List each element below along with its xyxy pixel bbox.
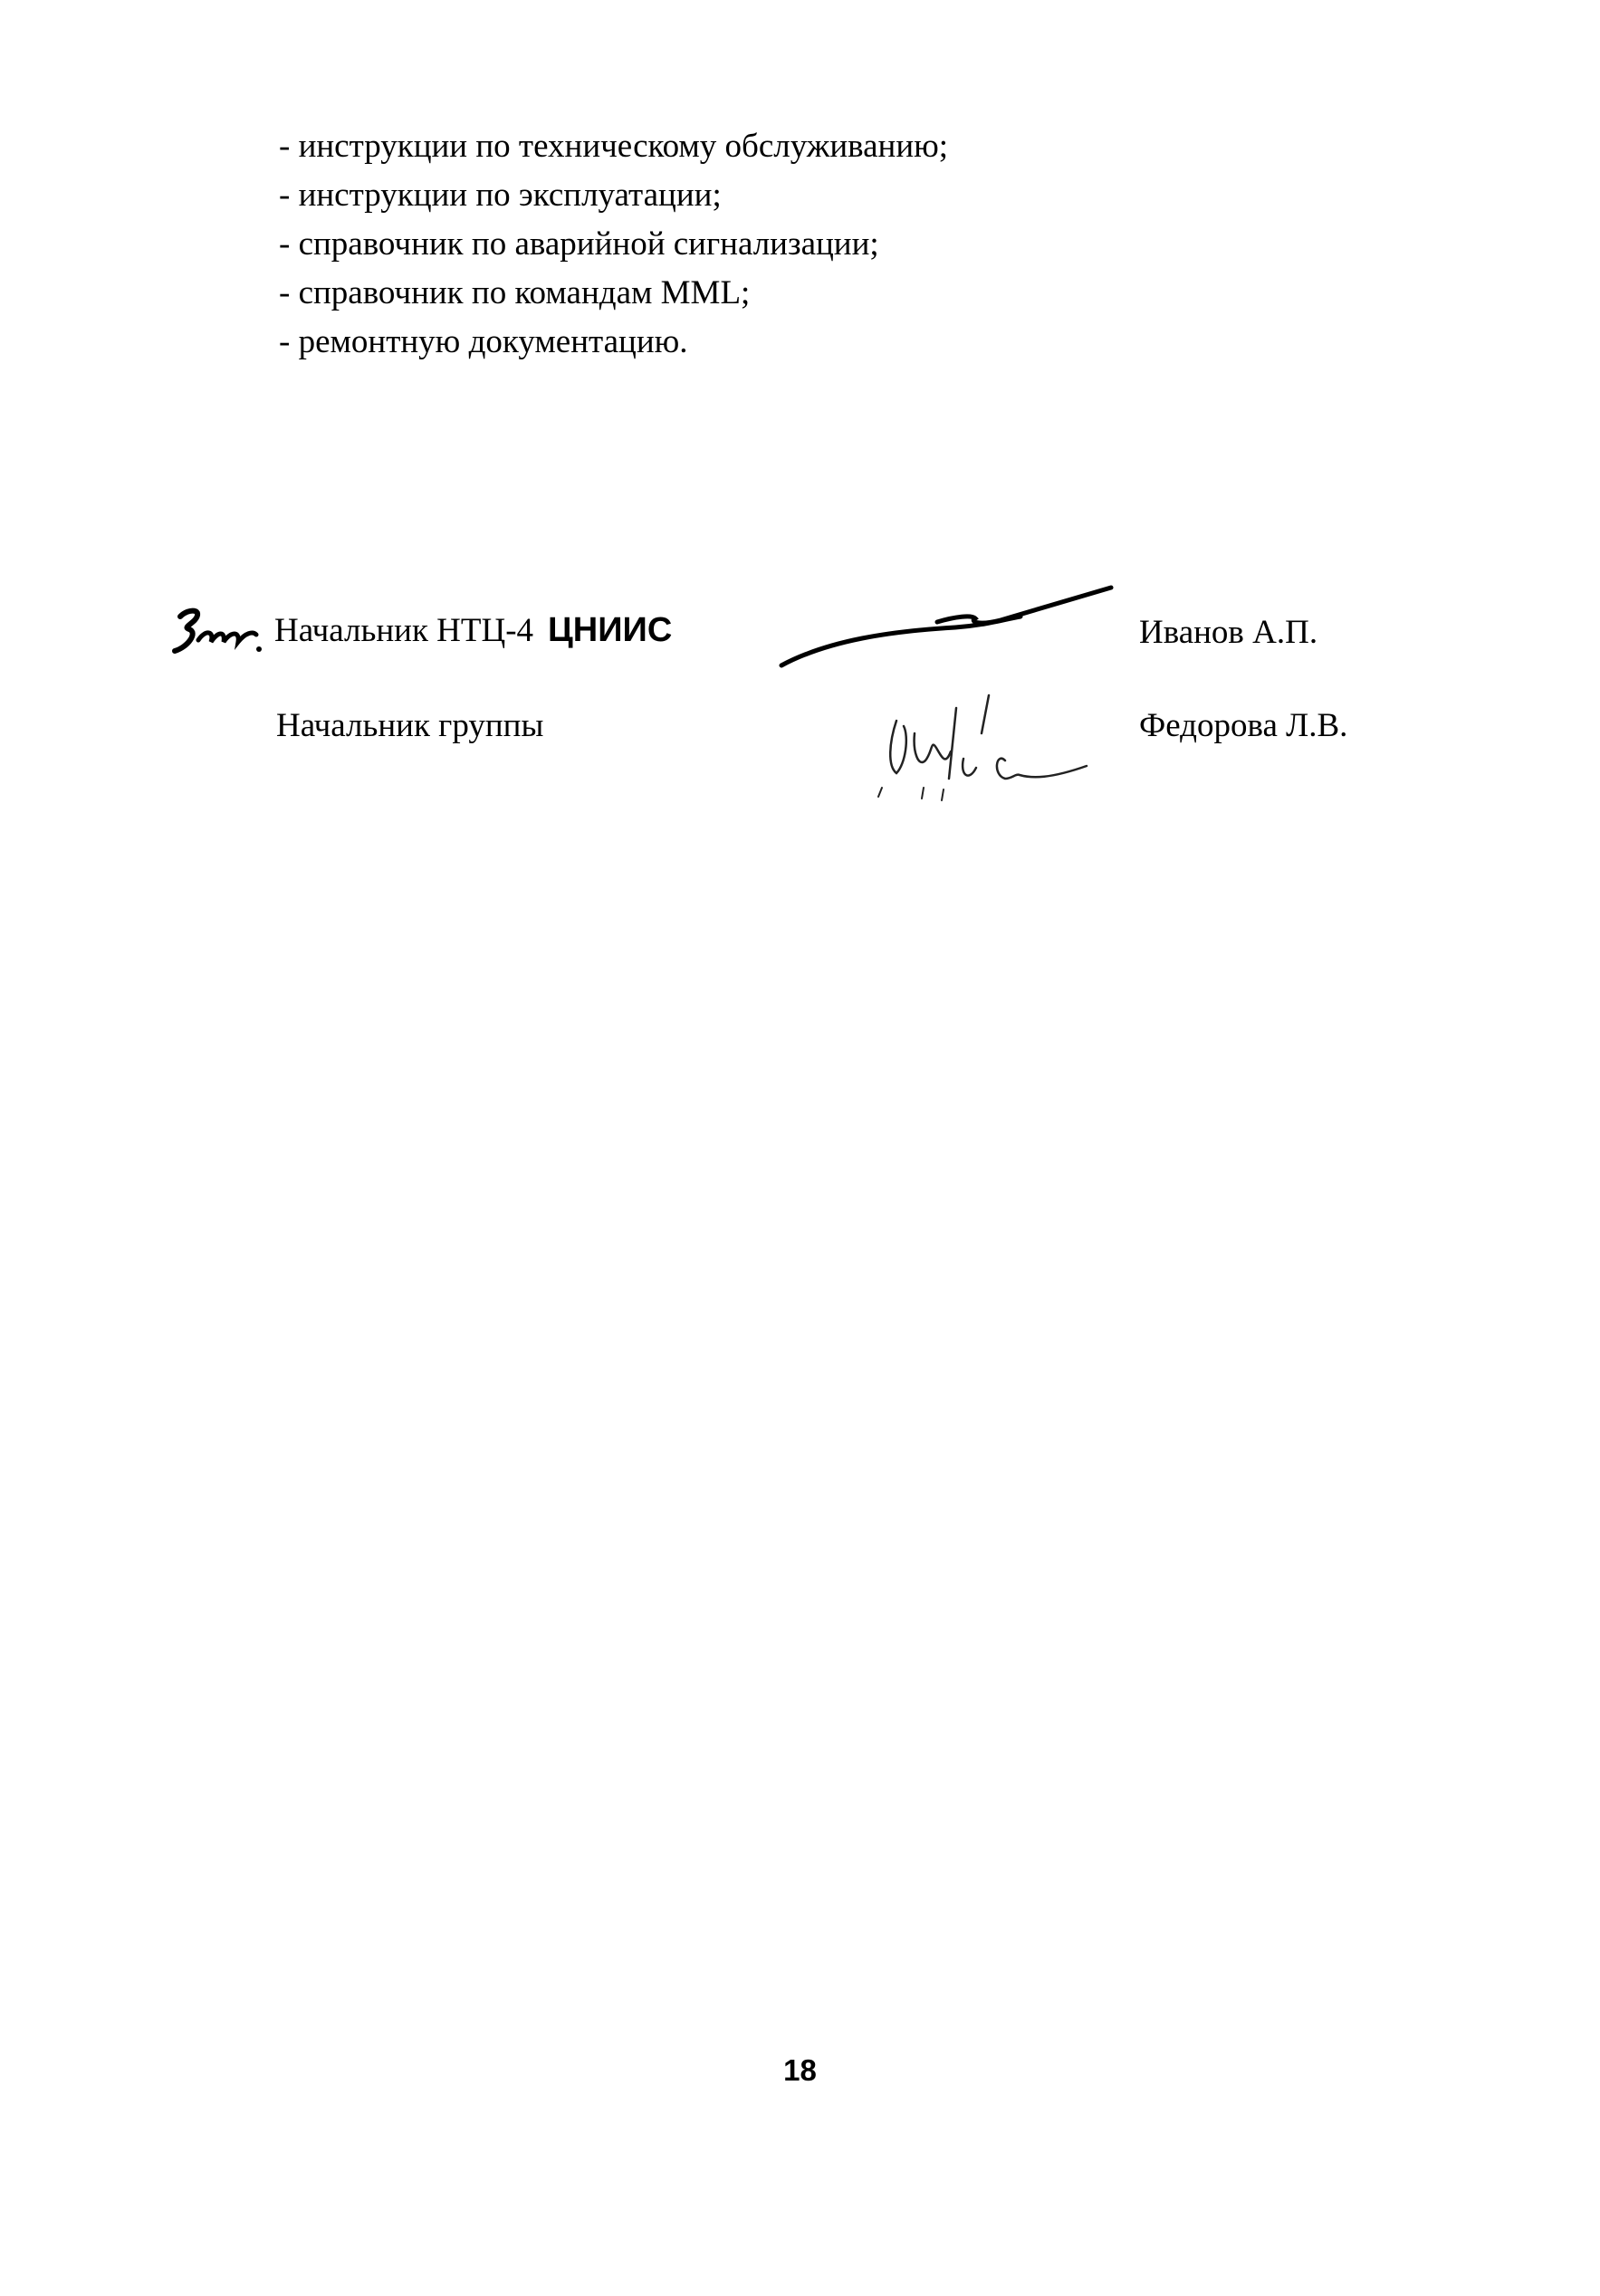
signature-fedorova [869,688,1105,815]
list-item: - справочник по командам MML; [279,274,751,311]
signer-1-title [274,611,672,650]
list-item: - инструкции по эксплуатации; [279,177,722,214]
signer-2-title: Начальник группы [276,707,544,744]
signature-row-head [0,602,1600,684]
signature-ivanov [774,584,1118,674]
signature-row-group [0,688,1600,815]
list-item: - справочник по аварийной сигнализации; [279,225,879,263]
list-item: - ремонтную документацию. [279,323,688,360]
signer-2-name: Федорова Л.В. [1139,707,1348,744]
handwritten-zam-mark [168,604,267,656]
signer-1-name: Иванов А.П. [1139,614,1318,651]
documentation-list [279,122,948,367]
signer-1-position: Начальник НТЦ-4 [274,612,534,649]
organization-name: ЦНИИС [548,611,673,649]
page-number: 18 [783,2053,817,2087]
list-item: - инструкции по техническому обслуживанию; [279,128,949,165]
